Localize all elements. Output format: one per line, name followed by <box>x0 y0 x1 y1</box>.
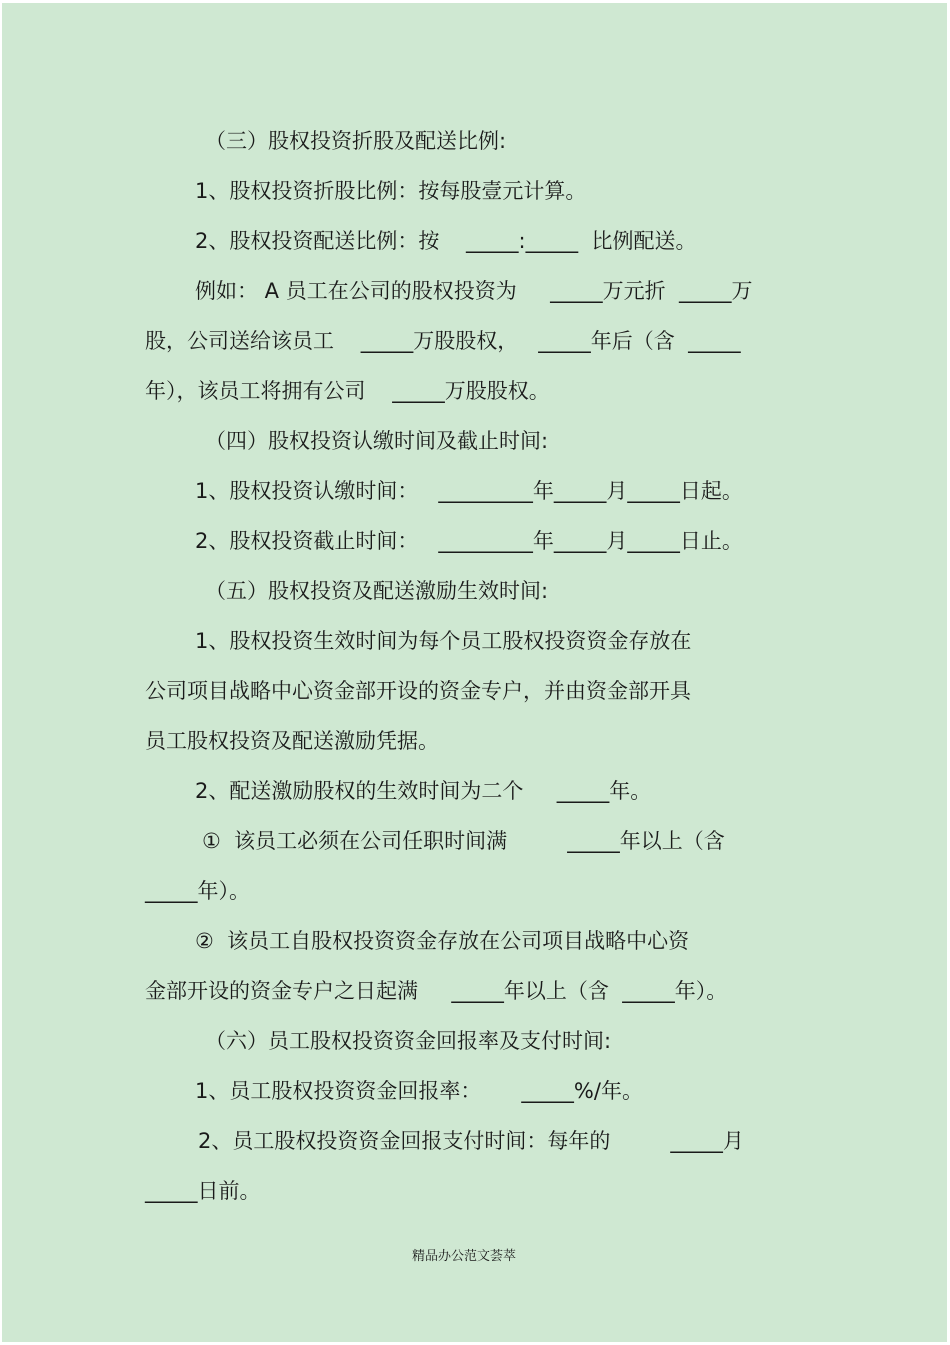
paragraph-line: 股，公司送给该员工 _____万股股权， _____年后（含 _____ <box>145 329 741 353</box>
paragraph-line: 2、股权投资截止时间： _________年_____月_____日止。 <box>195 529 743 553</box>
paragraph-line: 例如： A 员工在公司的股权投资为 _____万元折 _____万 <box>195 279 753 303</box>
section-heading: （六）员工股权投资资金回报率及支付时间: <box>205 1029 612 1053</box>
paragraph-line: _____日前。 <box>145 1179 261 1203</box>
paragraph-line: ② 该员工自股权投资资金存放在公司项目战略中心资 <box>195 929 690 953</box>
paragraph-line: 公司项目战略中心资金部开设的资金专户，并由资金部开具 <box>145 679 691 703</box>
section-heading: （三）股权投资折股及配送比例: <box>205 129 507 153</box>
paragraph-line: 1、股权投资折股比例：按每股壹元计算。 <box>195 179 587 203</box>
paragraph-line: 员工股权投资及配送激励凭据。 <box>145 729 439 753</box>
paragraph-line: ① 该员工必须在公司任职时间满 _____年以上（含 <box>202 829 725 853</box>
document-page <box>2 3 947 1342</box>
paragraph-line: 2、股权投资配送比例：按 _____:_____ 比例配送。 <box>195 229 697 253</box>
paragraph-line: 金部开设的资金专户之日起满 _____年以上（含 _____年）。 <box>145 979 728 1003</box>
paragraph-line: 2、员工股权投资资金回报支付时间：每年的 _____月 <box>198 1129 744 1153</box>
paragraph-line: 1、股权投资生效时间为每个员工股权投资资金存放在 <box>195 629 692 653</box>
section-heading: （四）股权投资认缴时间及截止时间: <box>205 429 549 453</box>
paragraph-line: 2、配送激励股权的生效时间为二个 _____年。 <box>195 779 652 803</box>
paragraph-line: 1、股权投资认缴时间： _________年_____月_____日起。 <box>195 479 743 503</box>
section-heading: （五）股权投资及配送激励生效时间: <box>205 579 549 603</box>
paragraph-line: _____年）。 <box>145 879 250 903</box>
paragraph-line: 1、员工股权投资资金回报率： _____%/年。 <box>195 1079 643 1103</box>
page-footer: 精品办公范文荟萃 <box>412 1249 517 1264</box>
paragraph-line: 年），该员工将拥有公司 _____万股股权。 <box>145 379 550 403</box>
